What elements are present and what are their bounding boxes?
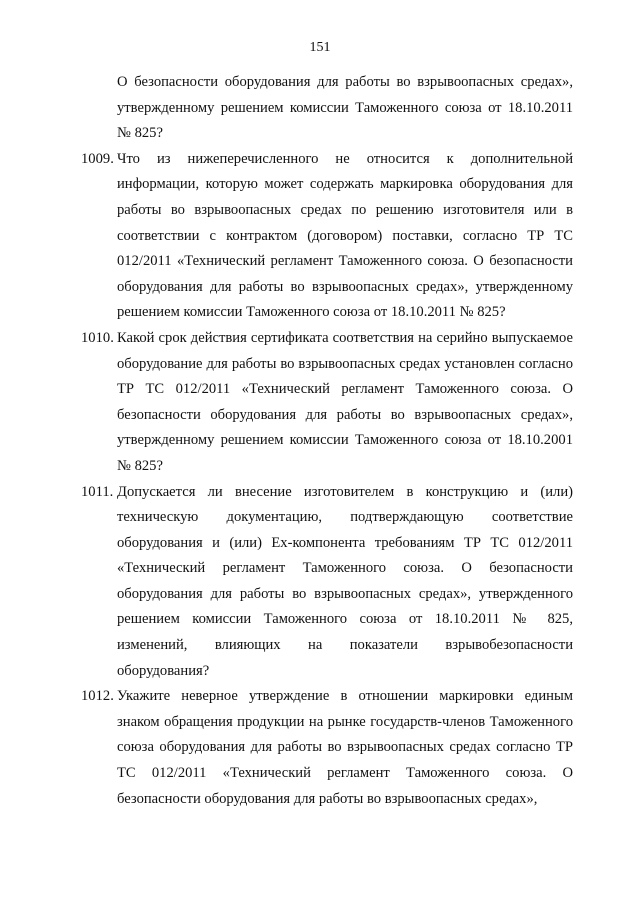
question-text: Укажите неверное утверждение в отношении маркировки единым знаком обращения продукции на рынке государств-членов Таможенного союза оборудования для работы во взрывоопасных средах согласно ТР ТС 012/2011 «Технический регламент Таможенного союза. О безопасности оборудования для работы во взрывоопасных средах»,: [117, 688, 573, 807]
question-number: 1012.: [81, 688, 114, 705]
continuation-paragraph: О безопасности оборудования для работы во взрывоопасных средах», утвержденному решением комиссии Таможенного союза от 18.10.2011 № 825?: [117, 74, 573, 142]
question-text: Что из нижеперечисленного не относится к дополнительной информации, которую может содержать маркировка оборудования для работы во взрывоопасных средах по решению изготовителя или в соответствии с контрактом (договором) поставки, согласно ТР ТС 012/2011 «Технический регламент Таможенного союза. О безопасности оборудования для работы во взрывоопасных средах», утвержденному решением комиссии Таможенного союза от 18.10.2011 № 825?: [117, 150, 573, 321]
question-text: Допускается ли внесение изготовителем в конструкцию и (или) техническую документацию, подтверждающую соответствие оборудования и (или) Ex-компонента требованиям ТР ТС 012/2011 «Технический регламент Таможенного союза. О безопасности оборудования для работы во взрывоопасных средах», утвержденного решением комиссии Таможенного союза от 18.10.2011 № 825, изменений, влияющих на показатели взрывобезопасности оборудования?: [117, 483, 573, 679]
question-number: 1010.: [81, 329, 114, 346]
page-content: [81, 70, 573, 812]
question-item: [81, 326, 573, 480]
question-text: Какой срок действия сертификата соответствия на серийно выпускаемое оборудование для работы во взрывоопасных средах установлен согласно ТР ТС 012/2011 «Технический регламент Таможенного союза. О безопасности оборудования для работы во взрывоопасных средах», утвержденному решением комиссии Таможенного союза от 18.10.2001 № 825?: [117, 329, 573, 474]
question-number: 1011.: [81, 483, 114, 500]
question-item: [81, 684, 573, 812]
page-number: 151: [309, 40, 331, 55]
question-item: [81, 147, 573, 326]
question-number: 1009.: [81, 150, 114, 167]
question-item: [81, 480, 573, 685]
